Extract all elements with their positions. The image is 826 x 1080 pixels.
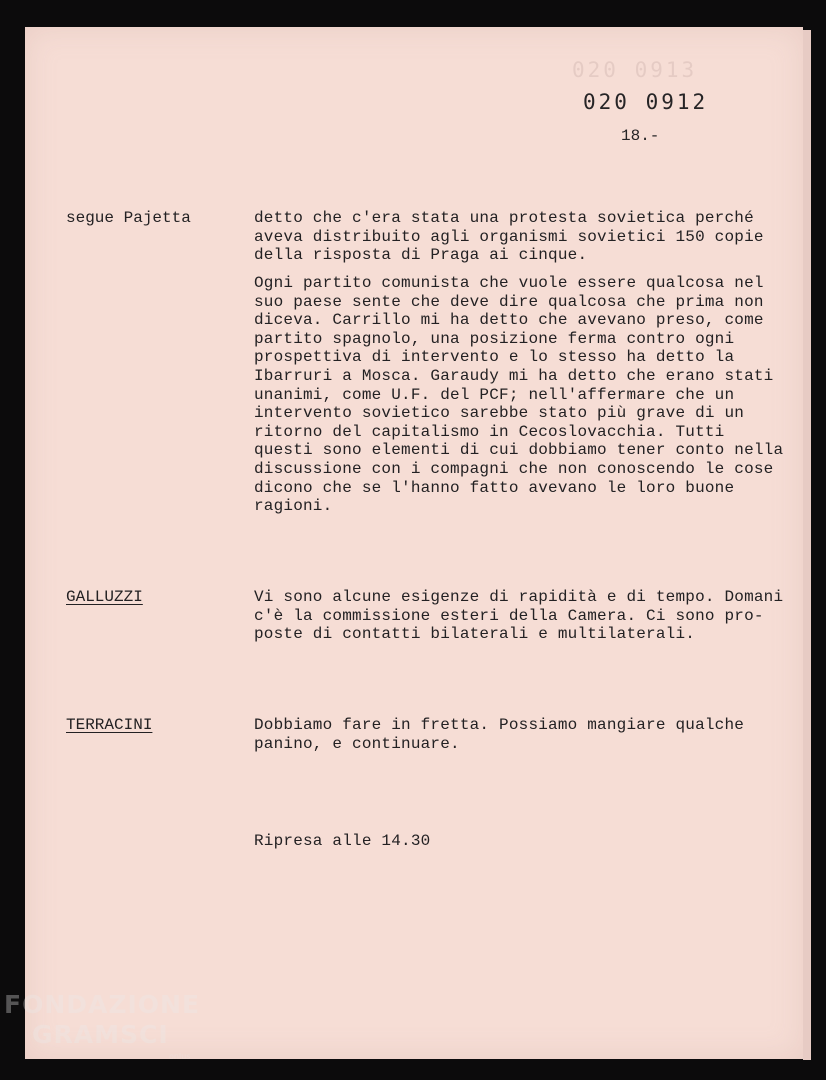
- paragraph-pajetta-cont: [254, 209, 764, 265]
- text-line: dicono che se l'hanno fatto avevano le loro buone: [254, 478, 735, 497]
- watermark-line-2: GRAMSCI: [32, 1020, 169, 1049]
- text-line: Ripresa alle 14.30: [254, 832, 431, 850]
- page-number: 18.-: [621, 127, 660, 145]
- archive-number: 020 0912: [583, 90, 709, 114]
- paragraph-galluzzi: [254, 588, 783, 644]
- text-line: poste di contatti bilaterali e multilaterali.: [254, 625, 696, 644]
- text-line: panino, e continuare.: [254, 734, 460, 753]
- text-line: Dobbiamo fare in fretta. Possiamo mangiare qualche: [254, 716, 745, 734]
- watermark-small: onlus: [169, 1052, 191, 1061]
- speaker-label-galluzzi: GALLUZZI: [66, 588, 143, 606]
- text-line: ritorno del capitalismo in Cecoslovacchia. Tutti: [254, 422, 725, 441]
- text-line: c'è la commissione esteri della Camera. Ci sono pro-: [254, 606, 764, 625]
- text-line: ragioni.: [254, 497, 333, 516]
- text-line: della risposta di Praga ai cinque.: [254, 246, 588, 265]
- text-line: discussione con i compagni che non conoscendo le cose: [254, 459, 774, 478]
- text-line: partito spagnolo, una posizione ferma contro ogni: [254, 329, 735, 348]
- paragraph-pajetta-main: [254, 274, 783, 516]
- text-line: unanimi, come U.F. del PCF; nell'affermare che un: [254, 385, 735, 404]
- text-line: Ogni partito comunista che vuole essere qualcosa nel: [254, 274, 764, 292]
- text-line: prospettiva di intervento e lo stesso ha detto la: [254, 348, 735, 367]
- speaker-label-terracini: TERRACINI: [66, 716, 153, 734]
- watermark-line-1: FONDAZIONE: [4, 990, 201, 1019]
- paper-page: [25, 27, 803, 1059]
- text-line: Vi sono alcune esigenze di rapidità e di tempo. Domani: [254, 588, 784, 606]
- text-line: diceva. Carrillo mi ha detto che avevano preso, come: [254, 311, 764, 330]
- text-line: aveva distribuito agli organismi sovietici 150 copie: [254, 227, 764, 246]
- text-line: questi sono elementi di cui dobbiamo tener conto nella: [254, 441, 784, 460]
- text-line: Ibarruri a Mosca. Garaudy mi ha detto che erano stati: [254, 366, 774, 385]
- paragraph-ripresa: [254, 832, 430, 851]
- archive-number-ghost: 020 0913: [572, 58, 698, 82]
- paper-edge: [803, 30, 811, 1060]
- fondazione-gramsci-watermark: [4, 990, 204, 1080]
- paragraph-terracini: [254, 716, 744, 753]
- text-line: suo paese sente che deve dire qualcosa che prima non: [254, 292, 764, 311]
- speaker-label-pajetta: segue Pajetta: [66, 209, 191, 227]
- text-line: intervento sovietico sarebbe stato più grave di un: [254, 404, 745, 423]
- text-line: detto che c'era stata una protesta sovietica perché: [254, 209, 754, 227]
